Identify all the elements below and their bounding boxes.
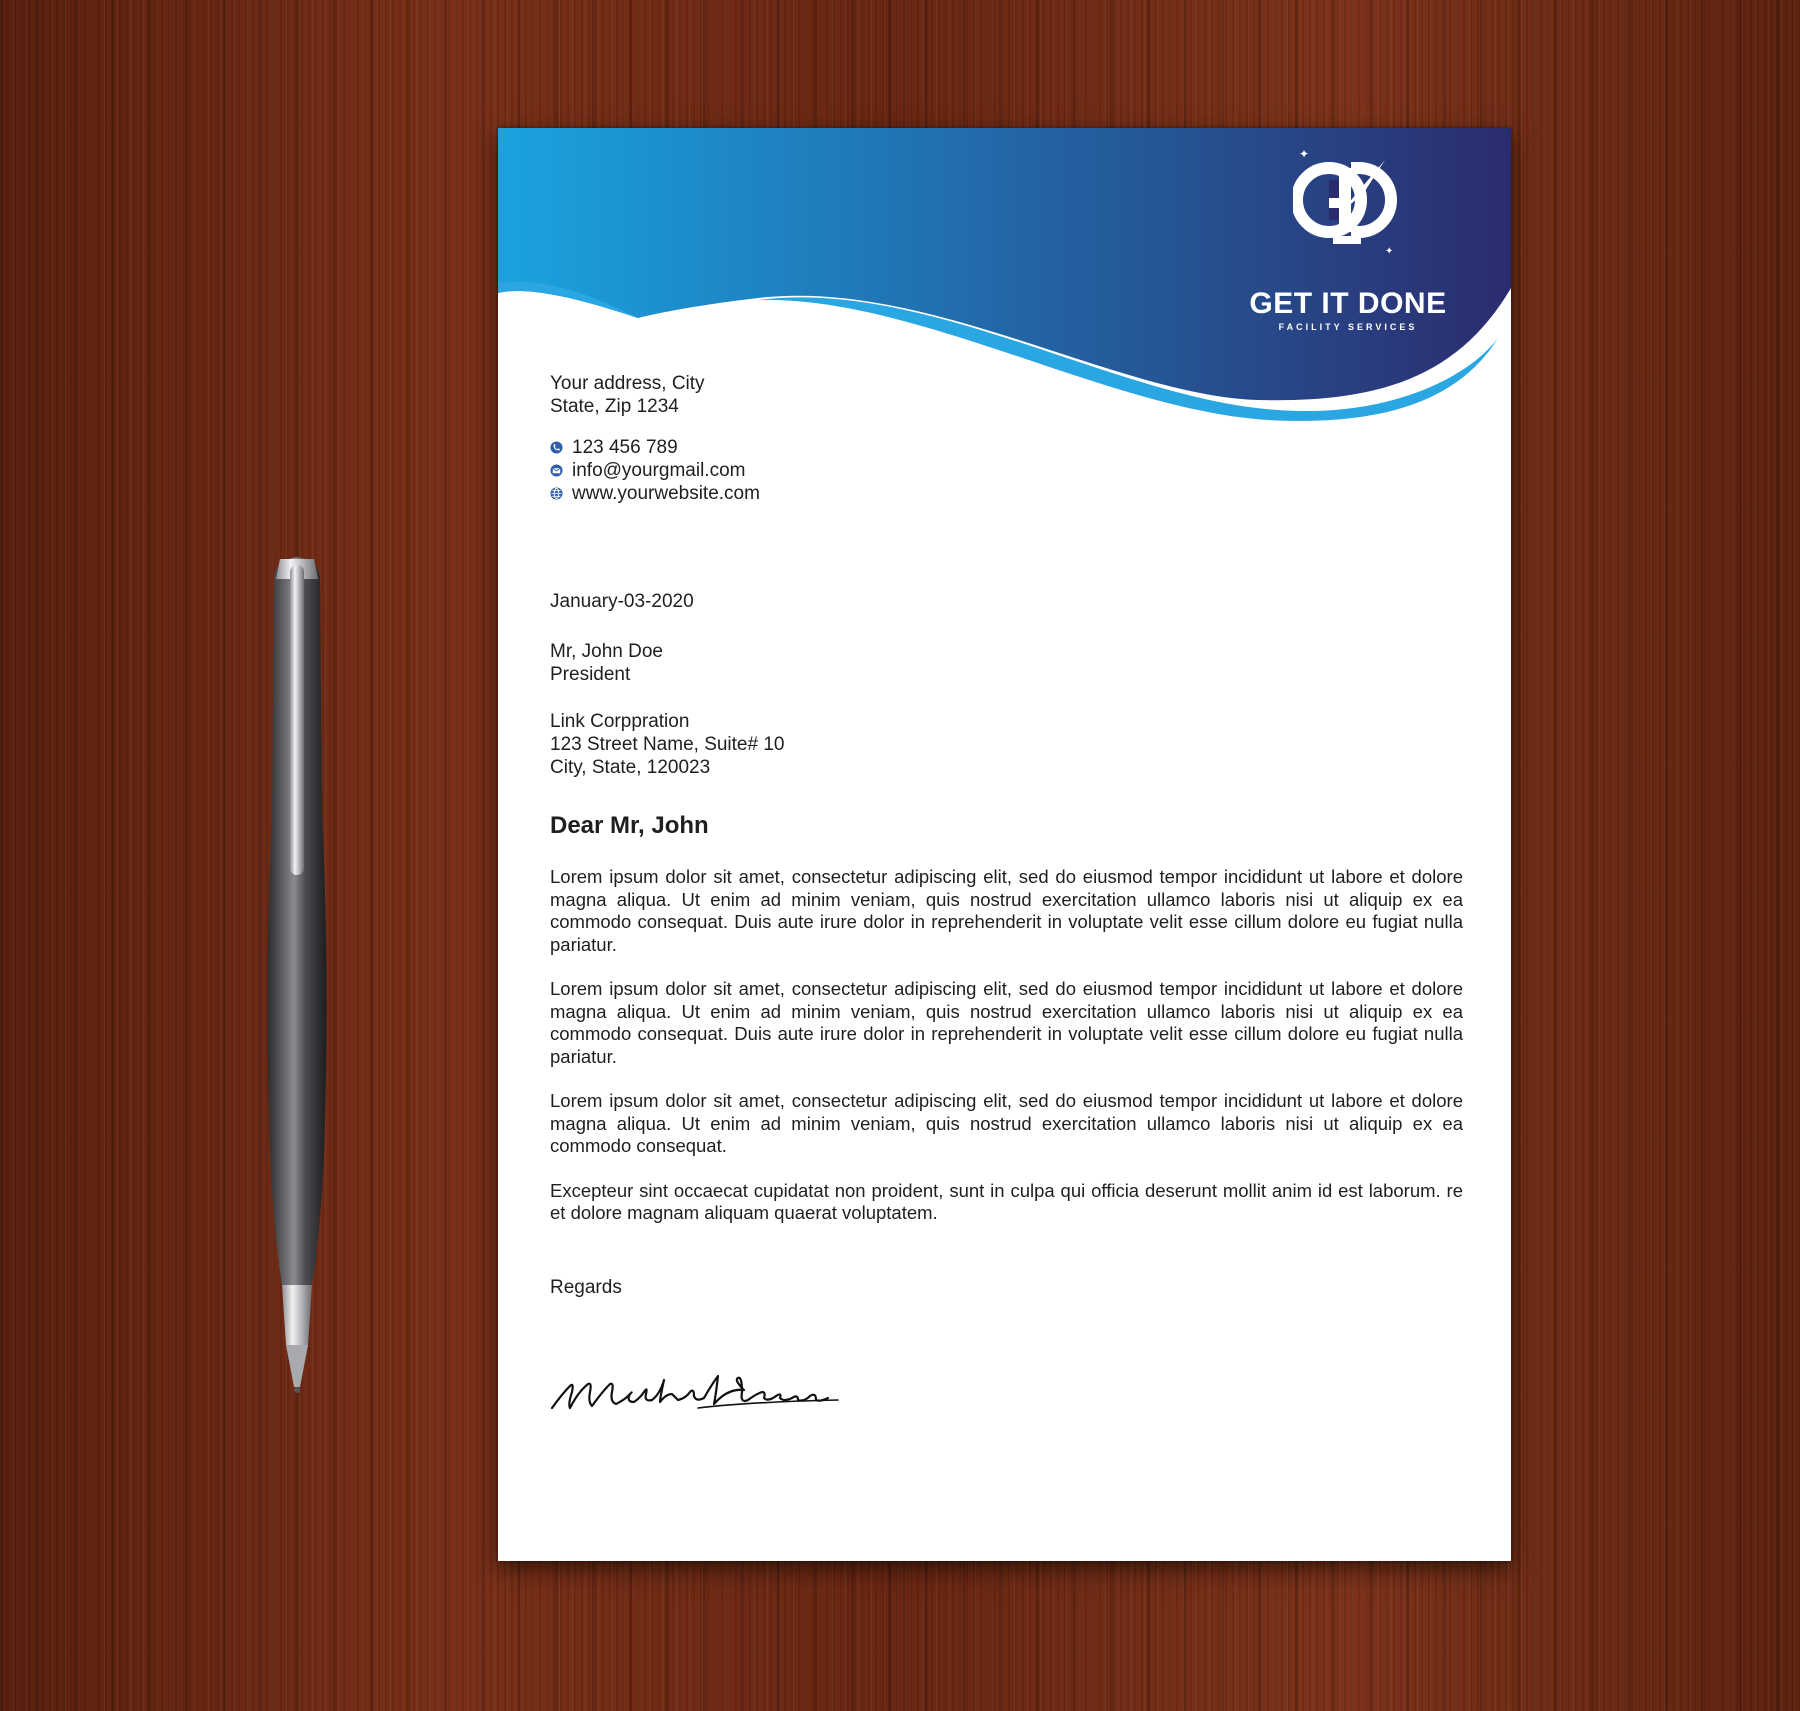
svg-text:✦: ✦ xyxy=(1385,246,1394,257)
phone-number: 123 456 789 xyxy=(572,437,678,458)
company-city: City, State, 120023 xyxy=(550,757,711,778)
letterhead-page xyxy=(498,128,1511,1561)
address-line-2: State, Zip 1234 xyxy=(550,396,679,417)
recipient-block xyxy=(550,640,663,686)
recipient-title: President xyxy=(550,664,631,685)
letter-date: January-03-2020 xyxy=(550,591,694,612)
pen xyxy=(262,555,332,1395)
handwritten-signature xyxy=(548,1358,868,1428)
svg-text:✦: ✦ xyxy=(1299,150,1310,161)
brand-name: GET IT DONE xyxy=(1249,287,1447,320)
company-block xyxy=(550,710,784,779)
company-name: Link Corppration xyxy=(550,711,690,732)
mail-icon xyxy=(550,464,563,477)
body-paragraph-3: Lorem ipsum dolor sit amet, consectetur adipiscing elit, sed do eiusmod tempor incididunt ut labore et dolore magna aliqua. Ut enim ad minim veniam, quis nostrud exercitation ullamco laboris nisi ut aliquip ex ea commodo consequat. xyxy=(550,1090,1463,1156)
sender-contact xyxy=(550,436,760,505)
greeting: Dear Mr, John xyxy=(550,812,709,839)
company-street: 123 Street Name, Suite# 10 xyxy=(550,734,785,755)
brand-logo xyxy=(1226,150,1466,268)
address-line-1: Your address, City xyxy=(550,373,705,394)
phone-icon xyxy=(550,441,563,454)
brand-tagline: FACILITY SERVICES xyxy=(1278,322,1418,332)
closing: Regards xyxy=(550,1277,622,1298)
contact-phone xyxy=(550,436,760,459)
sender-address xyxy=(550,372,705,418)
body-paragraph-4: Excepteur sint occaecat cupidatat non proident, sunt in culpa qui officia deserunt mollit anim id est laborum. re et dolore magnam aliquam quaerat voluptatem. xyxy=(550,1179,1463,1223)
website-url: www.yourwebsite.com xyxy=(572,483,760,504)
gd-monogram-logo xyxy=(1293,150,1399,260)
globe-icon xyxy=(550,487,563,500)
body-paragraph-2: Lorem ipsum dolor sit amet, consectetur adipiscing elit, sed do eiusmod tempor incididunt ut labore et dolore magna aliqua. Ut enim ad minim veniam, quis nostrud exercitation ullamco laboris nisi ut aliquip ex ea commodo consequat. Duis aute irure dolor in reprehenderit in voluptate velit esse cillum dolore eu fugiat nulla pariatur. xyxy=(550,978,1463,1067)
contact-website xyxy=(550,482,760,505)
contact-email xyxy=(550,459,760,482)
body-paragraph-1: Lorem ipsum dolor sit amet, consectetur adipiscing elit, sed do eiusmod tempor incididunt ut labore et dolore magna aliqua. Ut enim ad minim veniam, quis nostrud exercitation ullamco laboris nisi ut aliquip ex ea commodo consequat. Duis aute irure dolor in reprehenderit in voluptate velit esse cillum dolore eu fugiat nulla pariatur. xyxy=(550,866,1463,955)
email-address: info@yourgmail.com xyxy=(572,460,746,481)
recipient-name: Mr, John Doe xyxy=(550,641,663,662)
letter-body xyxy=(550,866,1463,1247)
